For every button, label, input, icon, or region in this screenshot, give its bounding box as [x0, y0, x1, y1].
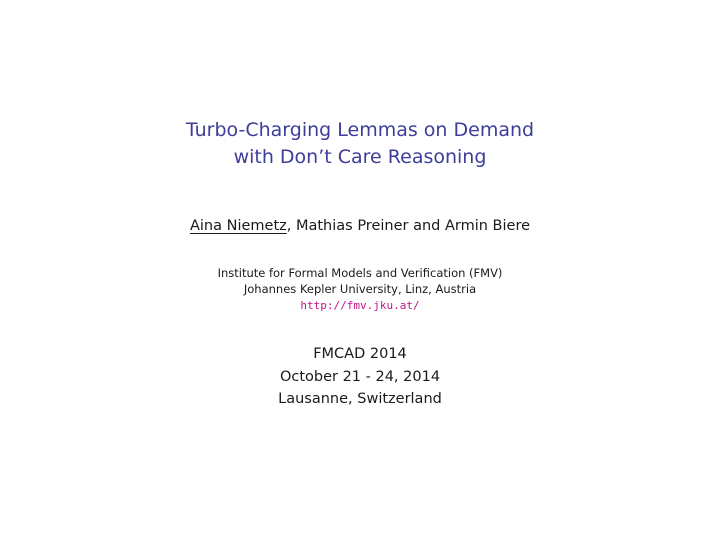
institute-name: Institute for Formal Models and Verification (FMV) — [217, 266, 503, 280]
author-line — [0, 216, 720, 236]
institute-url-link[interactable]: http://fmv.jku.at/ — [300, 299, 420, 312]
co-authors: , Mathias Preiner and Armin Biere — [286, 218, 531, 234]
university-name: Johannes Kepler University, Linz, Austria — [243, 282, 477, 296]
conference-location: Lausanne, Switzerland — [278, 391, 442, 407]
slide-title-line-2: with Don’t Care Reasoning — [233, 146, 487, 168]
conference-name: FMCAD 2014 — [313, 346, 407, 362]
presenter-name: Aina Niemetz — [189, 218, 287, 234]
conference-dates: October 21 - 24, 2014 — [279, 369, 441, 385]
slide-title-line-1: Turbo-Charging Lemmas on Demand — [185, 119, 535, 141]
